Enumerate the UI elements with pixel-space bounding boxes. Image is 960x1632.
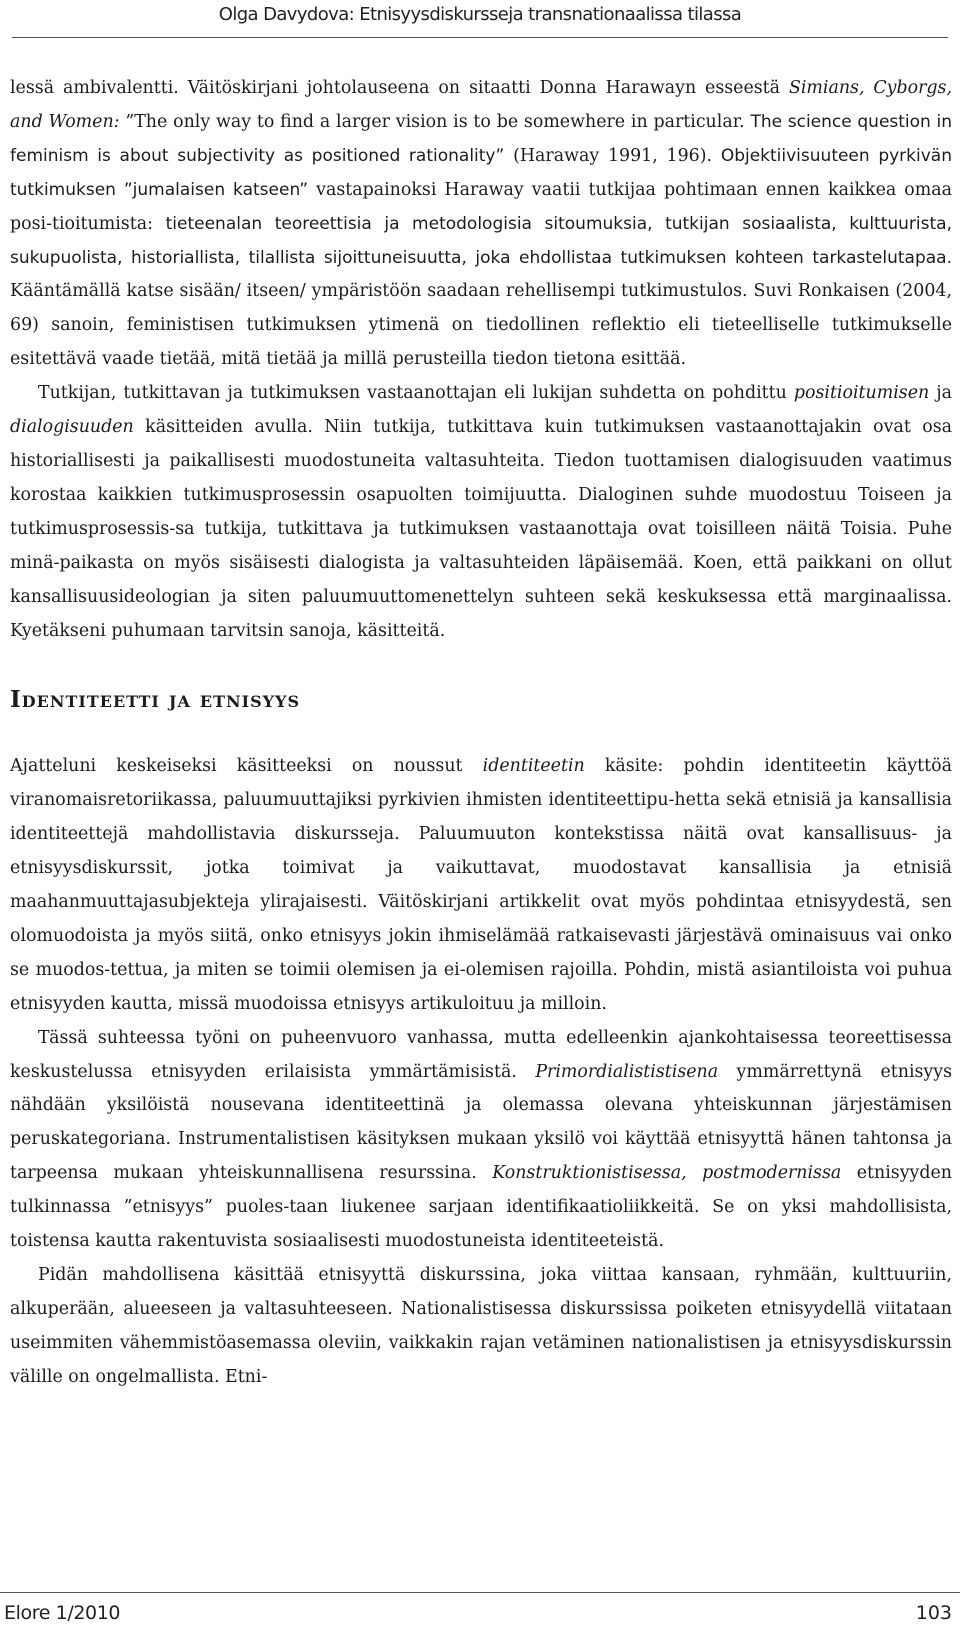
running-head bbox=[0, 0, 960, 34]
p4-text-c: etnisyyden tulkinnassa ”etnisyys” puoles-taan liukenee sarjaan identifikaatioliikkeitä. Se on yksi mahdollisista, toistensa kautta rakentuvista sosiaalisesti muodostuneista identiteeteistä. bbox=[10, 1163, 952, 1252]
p5-text-a: Pidän mahdollisena käsittää etnisyyttä diskurssina, joka viittaa kansaan, ryhmään, kulttuuriin, alkuperään, alueeseen ja valtasuhteeseen. Nationalistisessa diskurssissa poiketen etnisyydellä viitataan useimmiten vähemmistöasemassa oleviin, vaikkakin rajan vetäminen nationalistisen ja etnisyysdiskurssin välille on ongelmallista. Etni- bbox=[10, 1265, 952, 1387]
p1-text-b: ”The only way to find a larger vision is to be somewhere in particular. bbox=[119, 111, 751, 132]
p2-italic-term-1: positioitumisen bbox=[793, 383, 930, 404]
paragraph-4 bbox=[10, 1022, 952, 1259]
p1-italic-title: Simians, Cyborgs, and Women: bbox=[10, 78, 953, 132]
paragraph-5 bbox=[10, 1259, 952, 1395]
p4-italic-term-1: Primordialististisena bbox=[535, 1061, 719, 1082]
p1-quote-sans: The science question in feminism is about subjectivity as positioned rationality” bbox=[10, 111, 953, 166]
header-rule bbox=[12, 37, 948, 38]
p4-italic-term-2: Konstruktionistisessa, postmodernissa bbox=[492, 1163, 842, 1184]
p2-text-c: käsitteiden avulla. Niin tutkija, tutkittava kuin tutkimuksen vastaanottajakin ovat osa historiallisesti ja paikallisesti muodostuneita valtasuhteita. Tiedon tuottamisen dialogisuuden vaatimus korostaa kaikkien tutkimusprosessin osapuolten toimijuutta. Dialoginen suhde muodostuu Toiseen ja tutkimusprosessis-sa tutkija, tutkittava ja tutkimuksen vastaanottaja ovat toisilleen näitä Toisia. Puhe minä-paikasta on myös sisäisesti dialogista ja valtasuhteiden läpäisemää. Koen, että paikkani on ollut kansallisuusideologian ja siten paluumuuttomenettelyn suhteen sekä keskuksessa että marginaalissa. Kyetäkseni puhumaan tarvitsin sanoja, käsitteitä. bbox=[10, 417, 952, 641]
running-head-title: Olga Davydova: Etnisyysdiskursseja transnationaalissa tilassa bbox=[218, 4, 742, 25]
p1-text-i: Suvi Ronkaisen (2004, 69) sanoin, feministisen tutkimuksen ytimenä on tiedollinen reflektio eli tieteelliselle tutkimukselle esitettävä vaade tietää, mitä tietää ja millä perusteilla tiedon tietona esittää. bbox=[10, 281, 952, 370]
paragraph-3 bbox=[10, 750, 952, 1021]
p4-text-a: Tässä suhteessa työni on puheenvuoro vanhassa, mutta edelleenkin ajankohtaisessa teoreettisessa keskustelussa etnisyyden erilaisista ymmärtämisistä. bbox=[10, 1027, 952, 1082]
footer-rule bbox=[0, 1592, 960, 1593]
article-body bbox=[10, 72, 952, 1395]
p2-text-a: Tutkijan, tutkittavan ja tutkimuksen vastaanottajan eli lukijan suhdetta on pohdittu bbox=[38, 383, 794, 404]
p1-text-sans-e: Objektiivisuuteen pyrkivän tutkimuksen ”jumalaisen katseen” bbox=[10, 145, 952, 200]
paragraph-2 bbox=[10, 377, 952, 648]
p1-text-f: vastapainoksi Haraway vaatii tutkijaa pohtimaan ennen kaikkea omaa posi-tioitumista: bbox=[10, 179, 952, 234]
footer-page-number: 103 bbox=[915, 1602, 952, 1624]
p1-text-h: Kääntämällä katse sisään/ itseen/ ympäristöön saadaan rehellisempi tutkimustulos. bbox=[10, 281, 754, 302]
p1-text-a: lessä ambivalentti. Väitöskirjani johtolauseena on sitaatti Donna Harawayn esseestä bbox=[10, 78, 789, 98]
p1-text-sans-g: tieteenalan teoreettisia ja metodologisia sitoumuksia, tutkijan sosiaalista, kulttuurista, sukupuolista, historiallista, tilallista sijoittuneisuutta, joka ehdollistaa tutkimuksen kohteen tarkastelutapaa. bbox=[10, 213, 952, 268]
p2-italic-term-2: dialogisuuden bbox=[10, 417, 134, 438]
p3-text-a: Ajatteluni keskeiseksi käsitteeksi on noussut bbox=[10, 756, 483, 777]
section-heading: Identiteetti ja etnisyys bbox=[10, 686, 301, 714]
p4-text-b: ymmärrettynä etnisyys nähdään yksilöistä nousevana identiteettinä ja olemassa olevana yhteiskunnan järjestämisen peruskategoriana. Instrumentalistisen käsityksen mukaan yksilö voi käyttää etnisyyttä hänen tahtonsa ja tarpeensa mukaan yhteiskunnallisena resurssina. bbox=[10, 1061, 953, 1184]
footer-journal: Elore 1/2010 bbox=[4, 1602, 121, 1624]
p3-text-b: käsite: pohdin identiteetin käyttöä viranomaisretoriikassa, paluumuuttajiksi pyrkivien ihmisten identiteettipu-hetta sekä etnisiä ja kansallisia identiteettejä mahdollistavia diskursseja. Paluumuuton kontekstissa näitä ovat kansallisuus- ja etnisyysdiskurssit, jotka toimivat ja vaikuttavat, muodostavat kansallisia ja etnisiä maahanmuuttajasubjekteja ylirajaisesti. Väitöskirjani artikkelit ovat myös pohdintaa etnisyydestä, sen olomuodoista ja myös siitä, onko etnisyys jokin ihmiselämää ratkaisevasti järjestävä ominaisuus vai onko se muodos-tettua, ja miten se toimii olemisen ja ei-olemisen rajoilla. Pohdin, mistä asiantiloista voi puhua etnisyyden kautta, missä muodoissa etnisyys artikuloituu ja milloin. bbox=[10, 756, 952, 1014]
paragraph-1 bbox=[10, 72, 952, 377]
page-footer bbox=[4, 1596, 952, 1630]
p1-citation: (Haraway 1991, 196). bbox=[504, 145, 721, 166]
p2-text-b: ja bbox=[929, 383, 952, 404]
p3-italic-term: identiteetin bbox=[482, 756, 585, 777]
